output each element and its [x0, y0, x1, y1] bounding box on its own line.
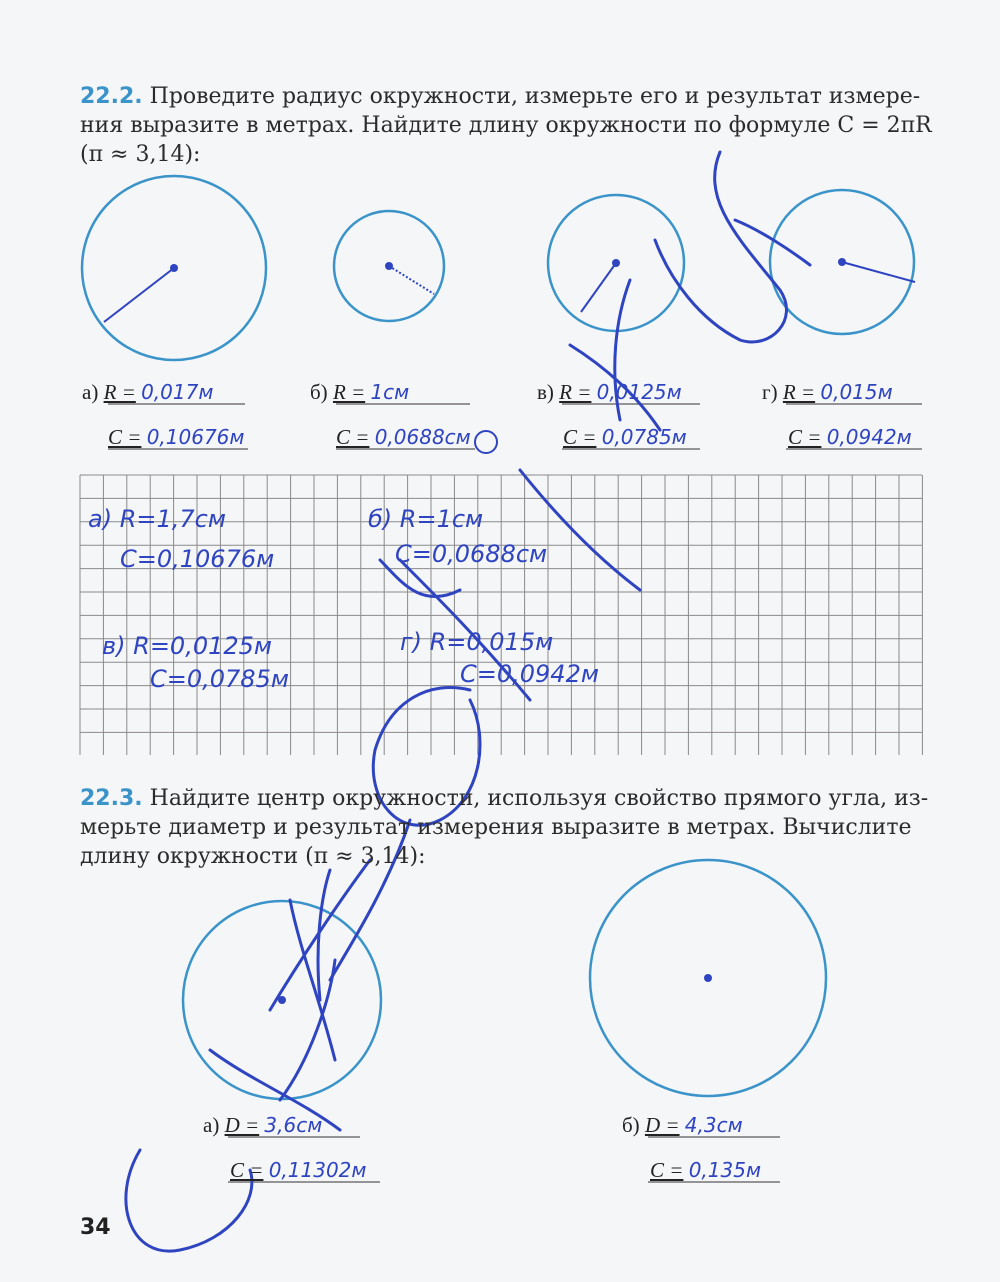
task-22-2-line3: (π ≈ 3,14): [80, 142, 201, 167]
ink-scribbles [126, 152, 810, 1251]
circle-a-radius [104, 268, 174, 322]
answer-letter: б) [310, 380, 328, 404]
grid-note-b1: б) R=1см [368, 505, 484, 533]
answer-22-3-b-c [650, 1158, 761, 1183]
scribble-grid-1 [520, 470, 640, 590]
answer-22-2-a-c [108, 425, 244, 450]
answer-label: R = [559, 380, 592, 404]
answer-label: C = [108, 425, 142, 449]
answer-letter: г) [762, 380, 778, 404]
answer-value: 0,135м [688, 1158, 762, 1182]
answer-value: 0,015м [820, 380, 893, 404]
answer-22-2-v-r [537, 380, 682, 405]
answer-label: C = [788, 425, 822, 449]
ink-circle-mark [475, 431, 497, 453]
circle-g-radius [842, 262, 915, 282]
answer-value: 3,6см [264, 1113, 323, 1137]
page-number: 34 [80, 1215, 111, 1240]
grid-note-v2: C=0,0785м [150, 665, 289, 693]
answer-22-3-a-d [203, 1113, 322, 1138]
grid-note-g1: г) R=0,015м [400, 628, 554, 656]
answer-value: 0,0688см [374, 425, 471, 449]
task-22-2-line1: Проведите радиус окружности, измерьте его и результат измере- [149, 84, 921, 109]
answer-value: 0,0785м [601, 425, 687, 449]
answer-22-2-v-c [563, 425, 687, 450]
grid-note-b2: C=0,0688см [395, 540, 548, 568]
answer-value: 0,0125м [596, 380, 682, 404]
answer-value: 0,0942м [826, 425, 912, 449]
answer-label: R = [332, 380, 366, 404]
answer-22-3-a-c [230, 1158, 366, 1183]
answer-letter: а) [203, 1113, 220, 1137]
answer-label: D = [224, 1113, 260, 1137]
task-22-3-line2: мерьте диаметр и результат измерения выразите в метрах. Вычислите [80, 815, 912, 840]
task-22-2-number: 22.2. [80, 84, 143, 109]
answer-value: 0,10676м [146, 425, 245, 449]
circle-b-radius [389, 266, 434, 294]
answer-label: C = [563, 425, 597, 449]
answer-label: C = [230, 1158, 264, 1182]
task-22-2-line2: ния выразите в метрах. Найдите длину окружности по формуле C = 2πR [80, 113, 932, 138]
grid-note-v1: в) R=0,0125м [102, 632, 273, 660]
answer-letter: б) [622, 1113, 640, 1137]
grid-note-g2: C=0,0942м [460, 660, 599, 688]
circle-22-3-b-center [704, 974, 712, 982]
answer-22-2-a-r [82, 380, 213, 405]
answer-value: 4,3см [684, 1113, 743, 1137]
answer-22-2-g-c [788, 425, 912, 450]
answer-label: R = [103, 380, 136, 404]
grid-note-a2: C=0,10676м [120, 545, 275, 573]
answer-value: 0,11302м [268, 1158, 367, 1182]
answer-22-2-b-r [310, 380, 409, 405]
answer-label: D = [644, 1113, 680, 1137]
answer-22-2-b-c [336, 425, 471, 450]
scribble-top-right [655, 152, 786, 342]
task-22-3-text [80, 784, 928, 871]
answer-value: 1см [370, 380, 410, 404]
answer-label: R = [782, 380, 816, 404]
scribble-22-3-a5 [318, 870, 330, 1000]
answer-22-2-g-r [762, 380, 893, 405]
answer-22-3-b-d [622, 1113, 743, 1138]
answer-letter: в) [537, 380, 554, 404]
answer-value: 0,017м [141, 380, 214, 404]
task-22-3-line3: длину окружности (π ≈ 3,14): [80, 844, 426, 869]
circle-v-radius [581, 263, 616, 312]
answer-label: C = [336, 425, 370, 449]
grid-note-a1: а) R=1,7см [88, 505, 226, 533]
scribble-22-3-a1 [290, 900, 335, 1060]
task-22-3-line1: Найдите центр окружности, используя свойство прямого угла, из- [149, 786, 929, 811]
answer-letter: а) [82, 380, 99, 404]
answer-label: C = [650, 1158, 684, 1182]
task-22-3-number: 22.3. [80, 786, 143, 811]
